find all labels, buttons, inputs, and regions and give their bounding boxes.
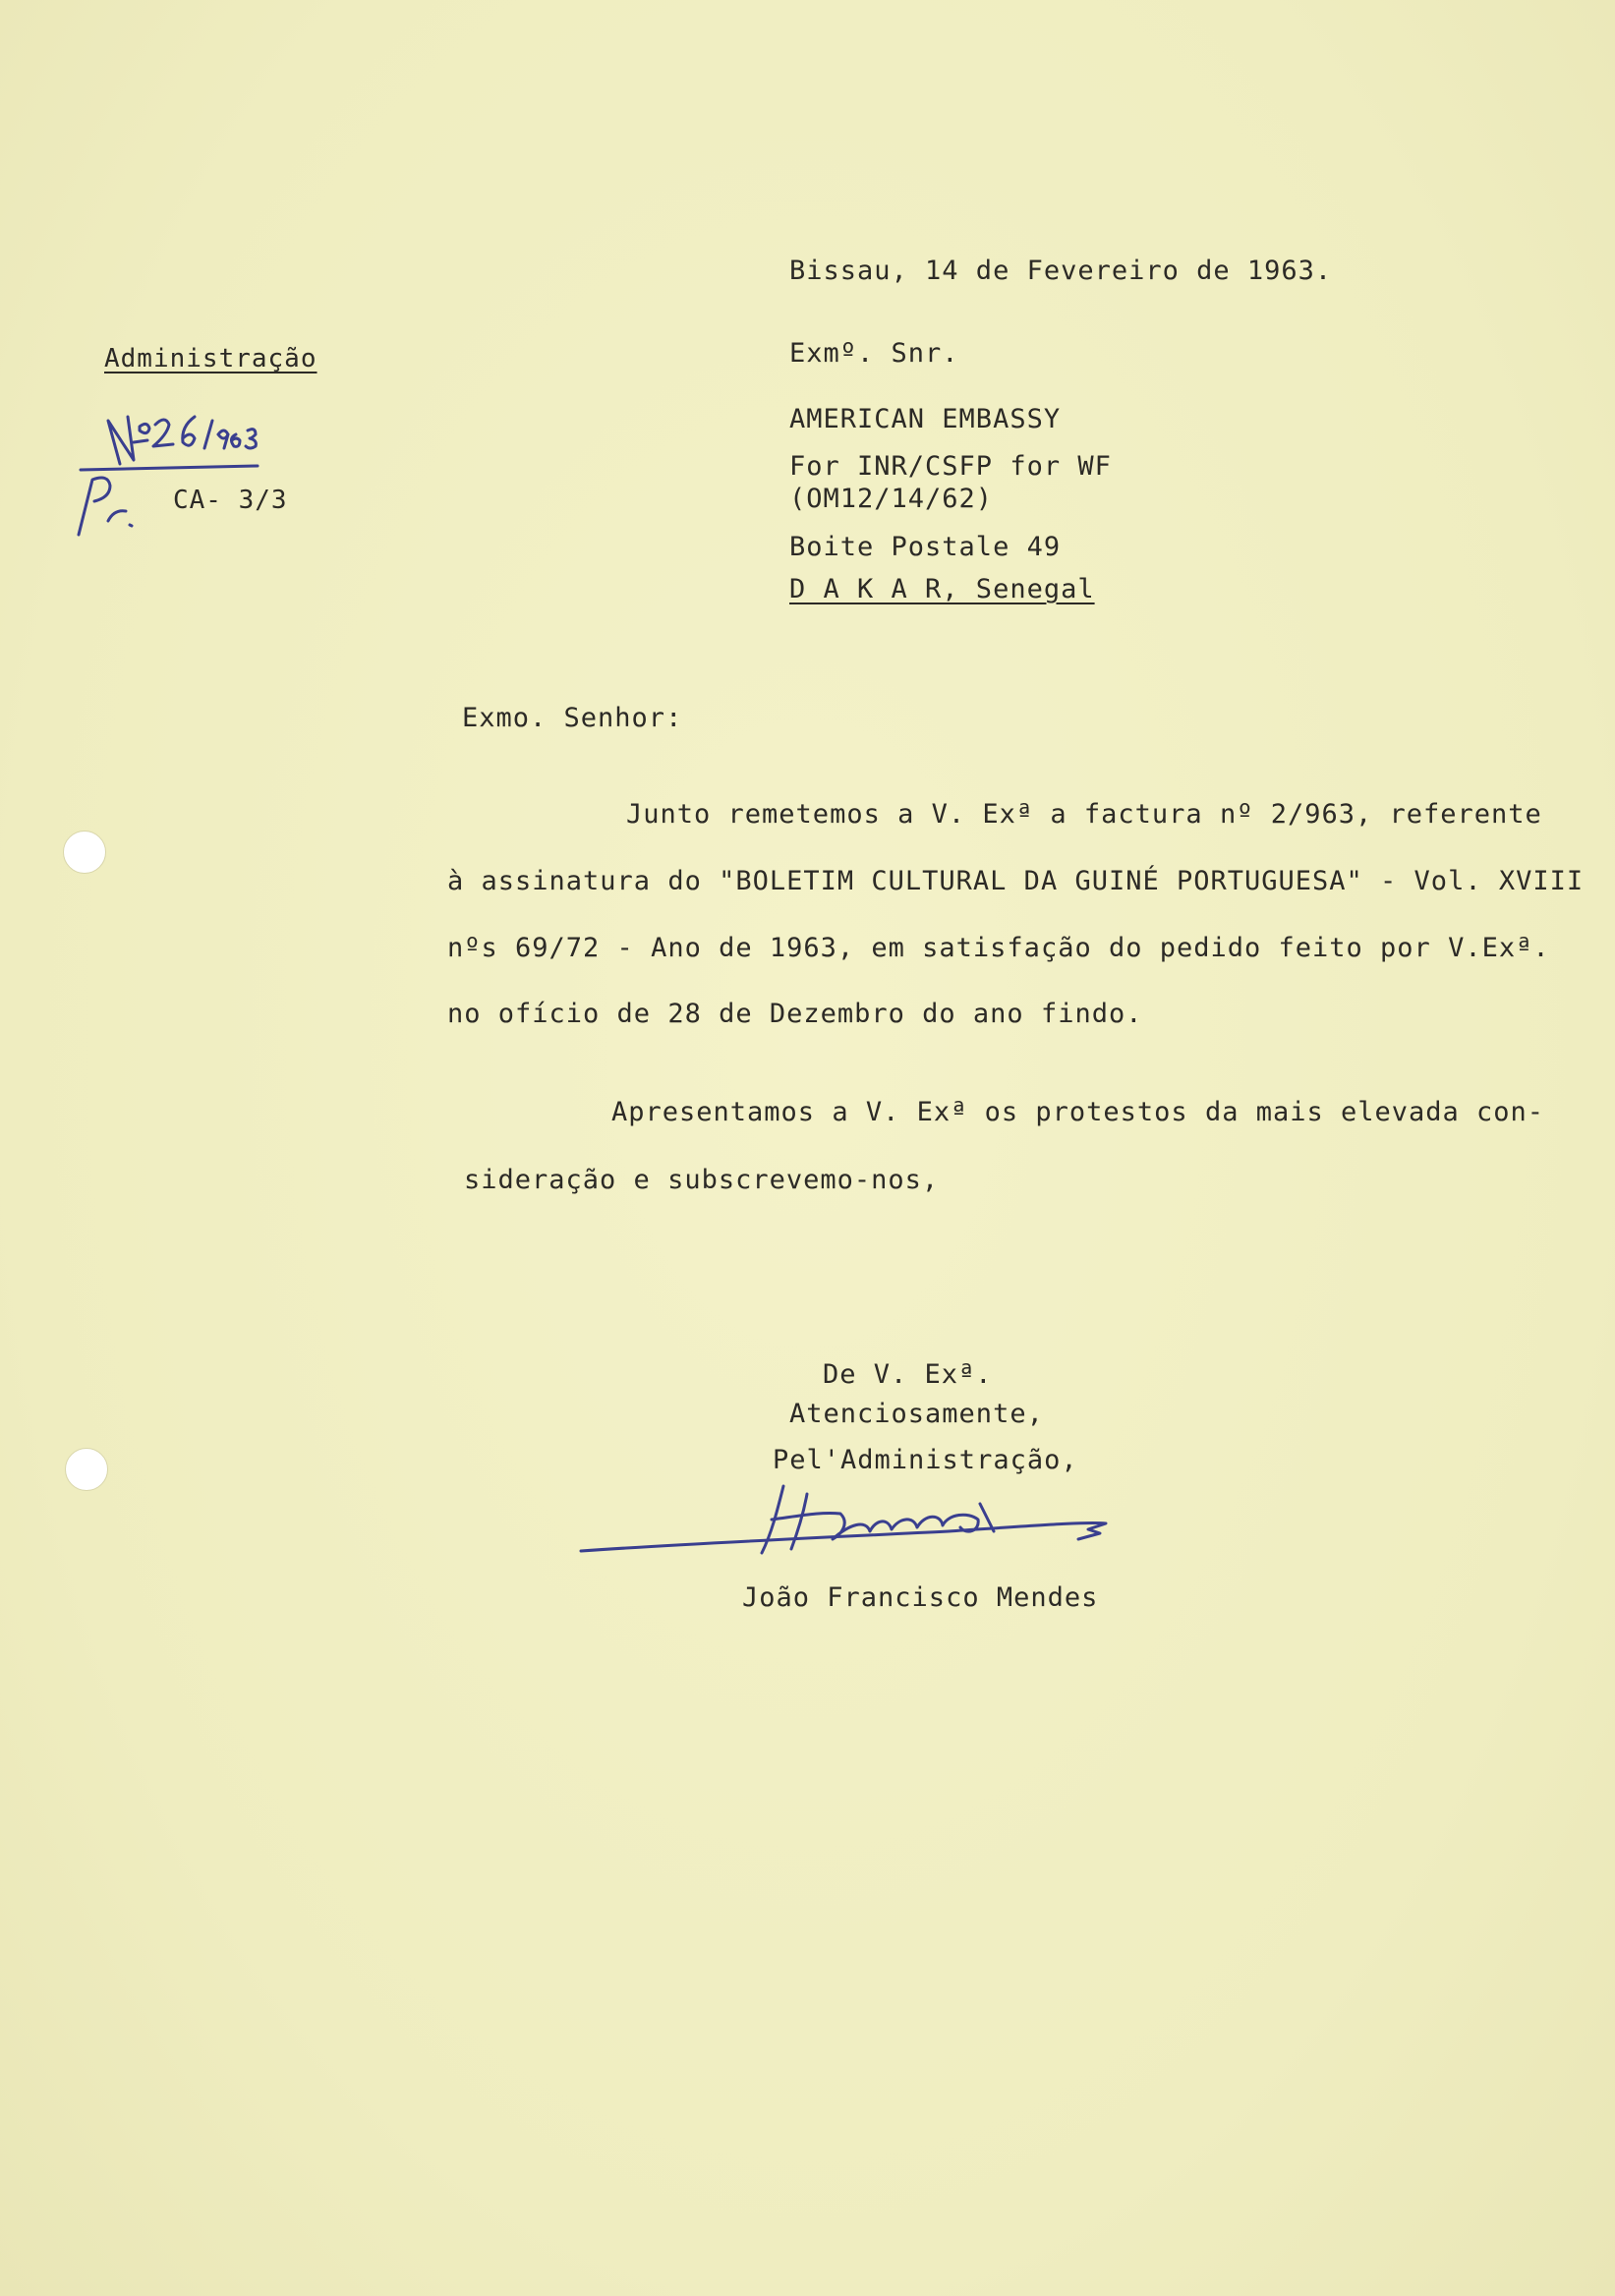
handwritten-reference-number (71, 405, 317, 543)
body-line: Apresentamos a V. Exª os protestos da mais elevada con- (611, 1097, 1545, 1127)
recipient-attention: For INR/CSFP for WF (789, 451, 1112, 482)
closing-line: Atenciosamente, (789, 1399, 1044, 1429)
body-line: Junto remetemos a V. Exª a factura nº 2/963, referente (626, 799, 1542, 830)
body-line: nºs 69/72 - Ano de 1963, em satisfação do pedido feito por V.Exª. (447, 933, 1550, 963)
department-heading: Administração (104, 344, 317, 373)
body-line: sideração e subscrevemo-nos, (464, 1165, 940, 1195)
greeting: Exmo. Senhor: (462, 703, 683, 733)
signatory-name: João Francisco Mendes (742, 1582, 1099, 1613)
recipient-salutation: Exmº. Snr. (789, 338, 959, 369)
recipient-city: D A K A R, Senegal (789, 574, 1095, 604)
punch-hole-top (63, 831, 106, 874)
recipient-reference: (OM12/14/62) (789, 484, 994, 514)
body-line: no ofício de 28 de Dezembro do ano findo. (447, 999, 1143, 1029)
reference-code: CA- 3/3 (173, 486, 288, 515)
closing-line: De V. Exª. (823, 1359, 993, 1390)
date-line: Bissau, 14 de Fevereiro de 1963. (789, 256, 1333, 286)
closing-line: Pel'Administração, (773, 1445, 1078, 1475)
recipient-po-box: Boite Postale 49 (789, 532, 1062, 562)
punch-hole-bottom (65, 1448, 108, 1491)
body-line: à assinatura do "BOLETIM CULTURAL DA GUINÉ PORTUGUESA" - Vol. XVIII (447, 866, 1585, 896)
handwritten-signature (575, 1474, 1125, 1582)
recipient-name: AMERICAN EMBASSY (789, 404, 1062, 434)
